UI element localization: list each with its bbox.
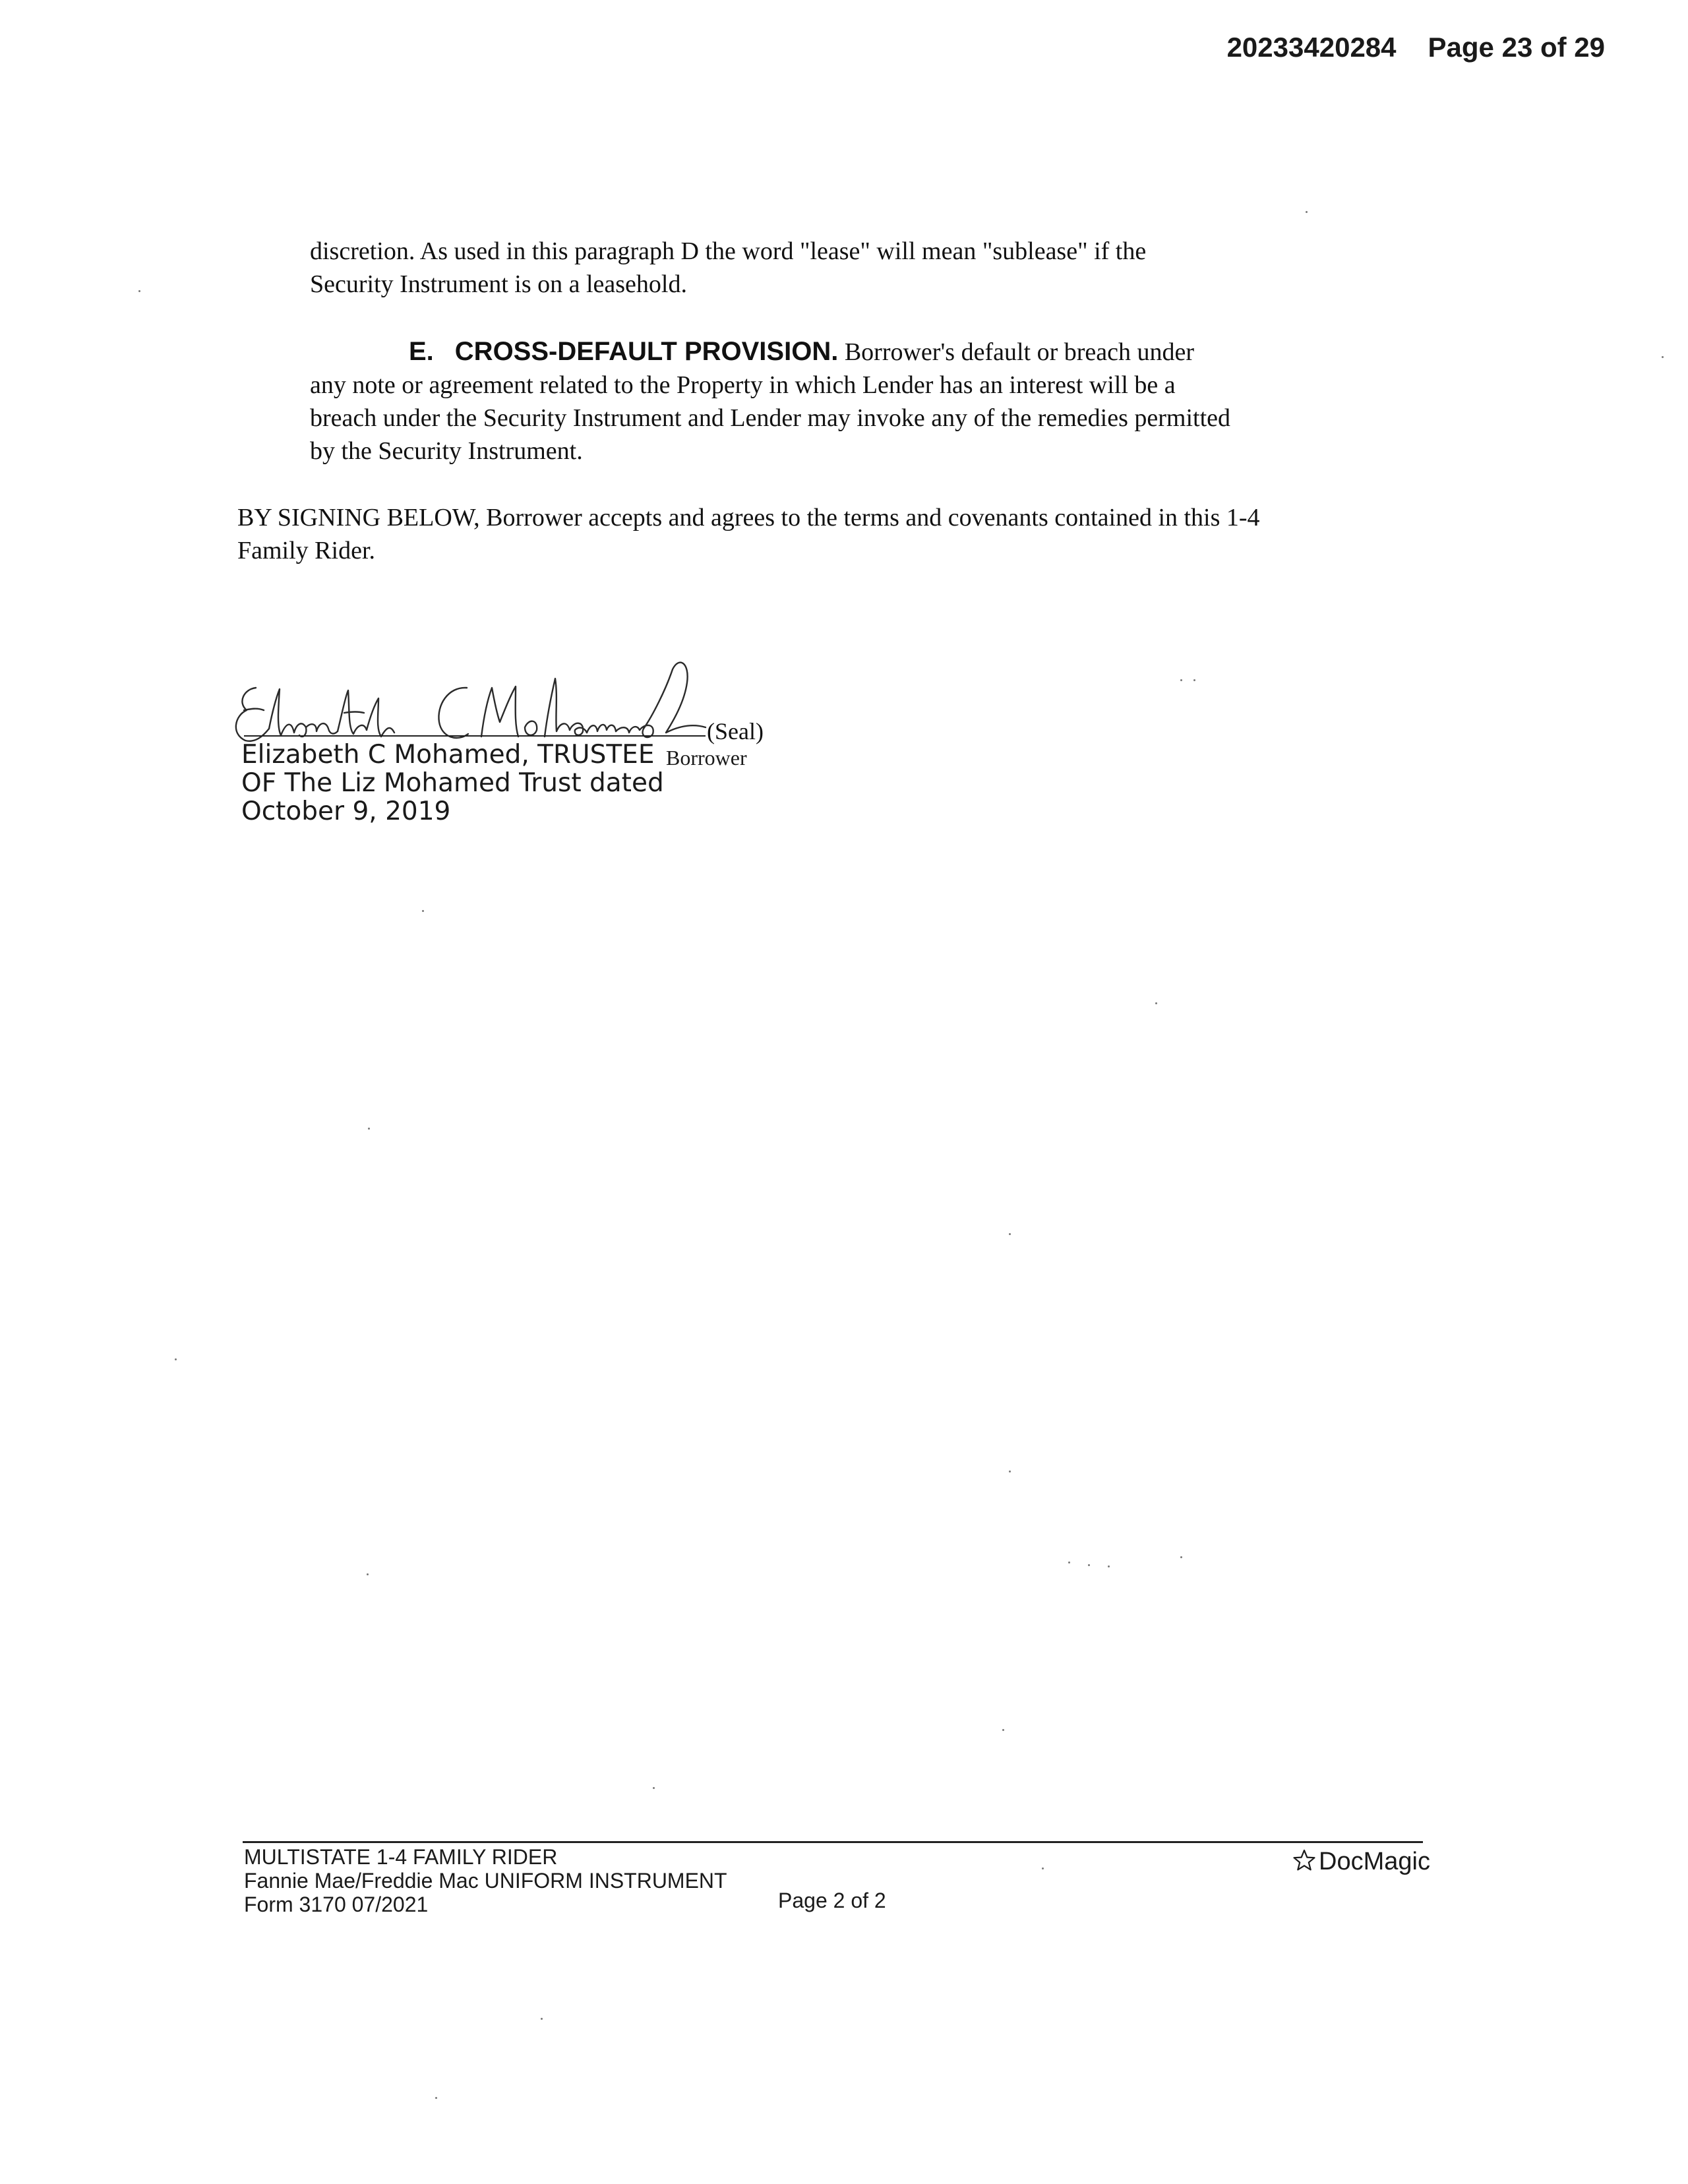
form-line: MULTISTATE 1-4 FAMILY RIDER [244,1845,558,1869]
signer-name [241,741,664,826]
document-number: 20233420284 [1226,32,1397,63]
scan-speck [541,2018,543,2020]
text-line: any note or agreement related to the Property in which Lender has an interest will be a [310,371,1176,399]
text-line: Family Rider. [237,537,375,564]
scan-speck [1002,1729,1004,1731]
scan-speck [1009,1471,1011,1472]
paragraph-d-continuation [310,235,1365,301]
scan-speck [367,1573,369,1575]
text-line: discretion. As used in this paragraph D the word "lease" will mean "sublease" if the [310,237,1147,265]
star-outline-icon [1292,1848,1316,1872]
scan-speck [175,1358,177,1360]
handwritten-signature [218,650,719,755]
scan-speck [1193,679,1195,681]
paragraph-e [310,335,1365,468]
scan-speck [1088,1564,1090,1566]
scan-speck [1068,1562,1070,1563]
scan-speck [1180,679,1182,681]
text-line: breach under the Security Instrument and Lender may invoke any of the remedies permitted [310,404,1230,432]
form-identification [244,1845,727,1916]
scan-speck [653,1787,655,1789]
scan-speck [1042,1867,1044,1869]
section-heading [409,337,838,366]
scan-speck [1108,1565,1110,1567]
text-line: by the Security Instrument. [310,437,583,465]
text-line: Security Instrument is on a leasehold. [310,270,687,298]
scan-speck [1306,211,1308,213]
signature-block [218,650,811,847]
form-page-indicator: Page 2 of 2 [778,1889,886,1912]
borrower-label: Borrower [666,746,747,770]
form-line: Form 3170 07/2021 [244,1893,429,1916]
scan-speck [1662,356,1664,358]
signer-name-line: Elizabeth C Mohamed, TRUSTEE [241,740,655,770]
text-line [310,335,1365,369]
scan-speck [422,910,424,912]
page-indicator: Page 23 of 29 [1428,32,1605,63]
form-line: Fannie Mae/Freddie Mac UNIFORM INSTRUMENT [244,1869,727,1893]
brand-name: DocMagic [1319,1848,1430,1875]
text-line: BY SIGNING BELOW, Borrower accepts and agrees to the terms and covenants contained in this 1-4 [237,504,1260,531]
scan-speck [1180,1556,1182,1558]
footer-divider [243,1841,1423,1843]
docmagic-logo [1292,1848,1430,1876]
signing-statement [237,501,1424,567]
page-header [1227,32,1605,63]
scan-speck [1009,1233,1011,1235]
scan-speck [1155,1002,1157,1004]
scan-speck [368,1128,370,1130]
section-letter: E. [409,337,434,366]
signer-name-line: OF The Liz Mohamed Trust dated [241,768,664,798]
signature-line [244,735,706,737]
seal-label: (Seal) [707,718,764,744]
scan-speck [138,290,140,292]
section-title: CROSS-DEFAULT PROVISION. [454,337,839,366]
signer-name-line: October 9, 2019 [241,797,451,826]
scan-speck [435,2097,437,2099]
section-text: Borrower's default or breach under [844,338,1195,366]
